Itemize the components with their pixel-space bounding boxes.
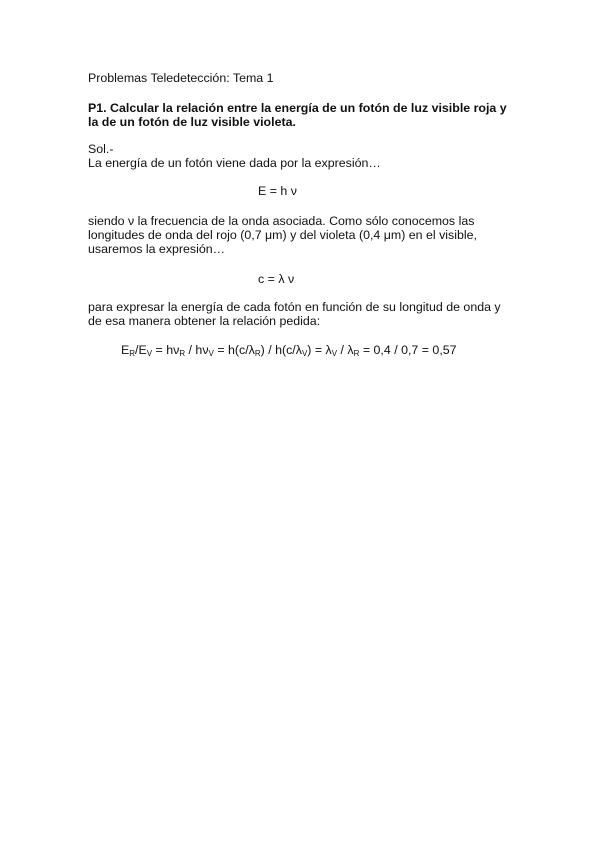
- equation-ratio-sub: V: [146, 349, 153, 358]
- equation-ratio-part: / hν: [185, 343, 209, 357]
- equation-ratio-sub: R: [254, 349, 261, 358]
- equation-ratio-part: ) / h(c/λ: [260, 343, 302, 357]
- equation-ratio-sub: R: [129, 349, 136, 358]
- paragraph-2-line-1: para expresar la energía de cada fotón en función de su longitud de onda y: [88, 300, 501, 314]
- equation-ratio-sub: V: [208, 349, 214, 358]
- equation-energy: E = h ν: [258, 184, 297, 198]
- equation-ratio-sub: V: [301, 349, 308, 358]
- equation-ratio-part: = h(c/λ: [213, 343, 255, 357]
- paragraph-2-line-2: de esa manera obtener la relación pedida:: [88, 314, 321, 328]
- equation-ratio-sub: V: [331, 349, 338, 358]
- problem-statement-line-2: la de un fotón de luz visible violeta.: [88, 115, 296, 129]
- equation-ratio-sub: R: [353, 349, 360, 358]
- equation-ratio-part: = 0,4 / 0,7 = 0,57: [359, 343, 457, 357]
- equation-ratio: [121, 343, 457, 358]
- paragraph-1-line-1: siendo ν la frecuencia de la onda asociada. Como sólo conocemos las: [88, 214, 475, 228]
- paragraph-1-line-3: usaremos la expresión…: [88, 242, 226, 256]
- equation-ratio-part: ) = λ: [307, 343, 332, 357]
- equation-ratio-part: / λ: [337, 343, 354, 357]
- equation-ratio-part: /: [135, 343, 139, 357]
- equation-ratio-part: = hν: [152, 343, 180, 357]
- paragraph-1-line-2: longitudes de onda del rojo (0,7 μm) y del violeta (0,4 μm) en el visible,: [88, 228, 477, 242]
- equation-wave: c = λ ν: [258, 272, 295, 286]
- document-header: Problemas Teledetección: Tema 1: [88, 71, 274, 85]
- solution-intro: La energía de un fotón viene dada por la expresión…: [88, 156, 381, 170]
- equation-ratio-part: E: [138, 343, 147, 357]
- solution-label: Sol.-: [88, 142, 114, 156]
- equation-ratio-part: E: [121, 343, 130, 357]
- equation-ratio-sub: R: [179, 349, 186, 358]
- problem-statement-line-1: P1. Calcular la relación entre la energía de un fotón de luz visible roja y: [88, 101, 507, 115]
